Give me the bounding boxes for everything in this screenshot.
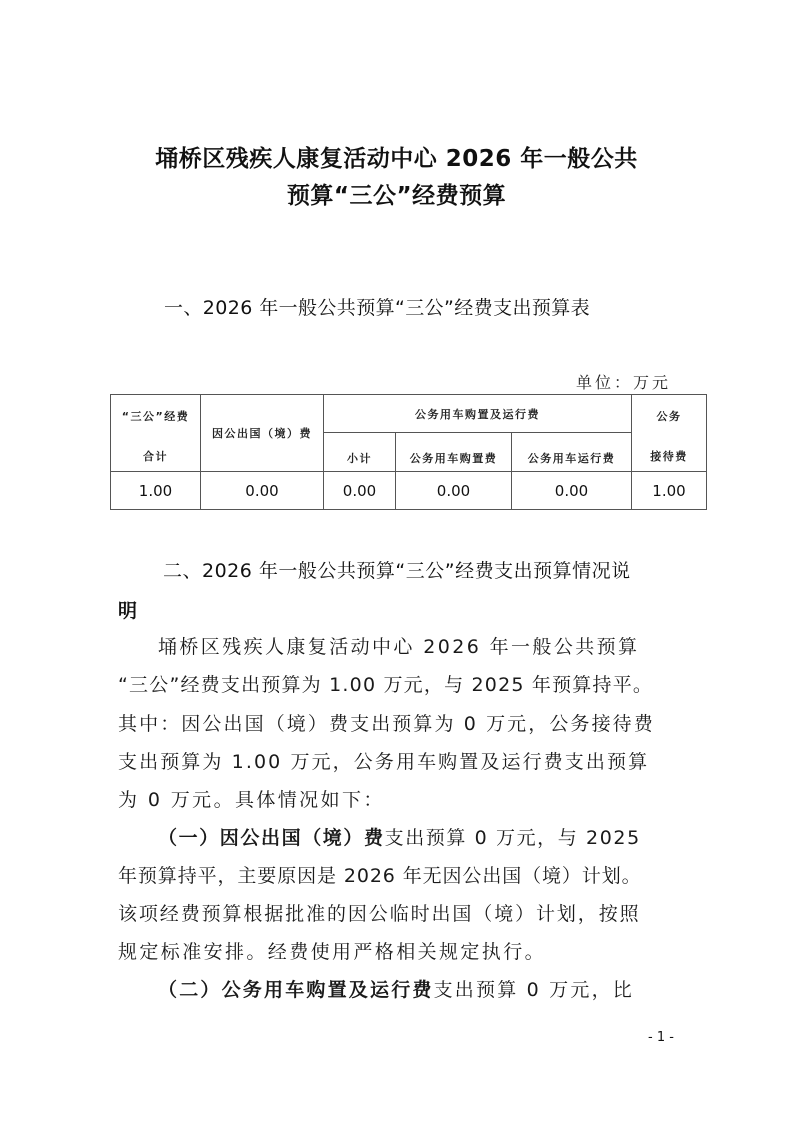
header-total: [111, 395, 201, 472]
document-title-line1: 埇桥区残疾人康复活动中心 2026 年一般公共: [155, 146, 638, 172]
header-vehicle-group: 公务用车购置及运行费: [324, 395, 632, 433]
page-number: - 1 -: [648, 1030, 674, 1045]
header-total-line1: “三公”经费: [121, 410, 190, 423]
section2-heading-line1: 二、2026 年一般公共预算“三公”经费支出预算情况说: [163, 560, 631, 582]
header-reception: [632, 395, 707, 472]
cell-vehicle-purchase: 0.00: [396, 472, 512, 510]
item2-title: （二）公务用车购置及运行费: [158, 979, 434, 1001]
header-vehicle-operation: 公务用车运行费: [512, 433, 632, 472]
header-reception-line2: 接待费: [650, 450, 688, 463]
paragraph-line: 支出预算为 1.00 万元，公务用车购置及运行费支出预算: [118, 751, 650, 773]
header-reception-line1: 公务: [656, 410, 682, 423]
paragraph-line: “三公”经费支出预算为 1.00 万元，与 2025 年预算持平。: [118, 674, 654, 696]
item1-text: 支出预算 0 万元，与 2025: [384, 827, 641, 849]
item2-line: [158, 975, 718, 1002]
paragraph-line: 埇桥区残疾人康复活动中心 2026 年一般公共预算: [158, 636, 640, 658]
header-total-line2: 合计: [143, 450, 168, 463]
item1-line: 年预算持平，主要原因是 2026 年无因公出国（境）计划。: [118, 865, 642, 887]
cell-vehicle-operation: 0.00: [512, 472, 632, 510]
item1-line: 规定标准安排。经费使用严格相关规定执行。: [118, 941, 547, 963]
item1-line: 该项经费预算根据批准的因公临时出国（境）计划，按照: [118, 903, 641, 925]
header-vehicle-purchase: 公务用车购置费: [396, 433, 512, 472]
item1-line: [158, 823, 718, 850]
section2-heading-line2: 明: [118, 600, 138, 622]
header-subtotal: 小计: [324, 433, 396, 472]
cell-reception: 1.00: [632, 472, 707, 510]
item1-title: （一）因公出国（境）费: [158, 827, 385, 849]
table-row: [111, 472, 707, 510]
item2-text: 支出预算 0 万元，比: [433, 979, 634, 1001]
budget-table: [110, 394, 707, 510]
section1-heading: 一、2026 年一般公共预算“三公”经费支出预算表: [164, 297, 591, 319]
paragraph-line: 其中：因公出国（境）费支出预算为 0 万元，公务接待费: [118, 713, 655, 735]
paragraph-line: 为 0 万元。具体情况如下：: [118, 789, 385, 811]
header-abroad: 因公出国（境）费: [201, 395, 324, 472]
unit-label: 单位：万元: [576, 373, 672, 392]
cell-total: 1.00: [111, 472, 201, 510]
cell-abroad: 0.00: [201, 472, 324, 510]
cell-subtotal: 0.00: [324, 472, 396, 510]
document-title-line2: 预算“三公”经费预算: [286, 183, 507, 209]
